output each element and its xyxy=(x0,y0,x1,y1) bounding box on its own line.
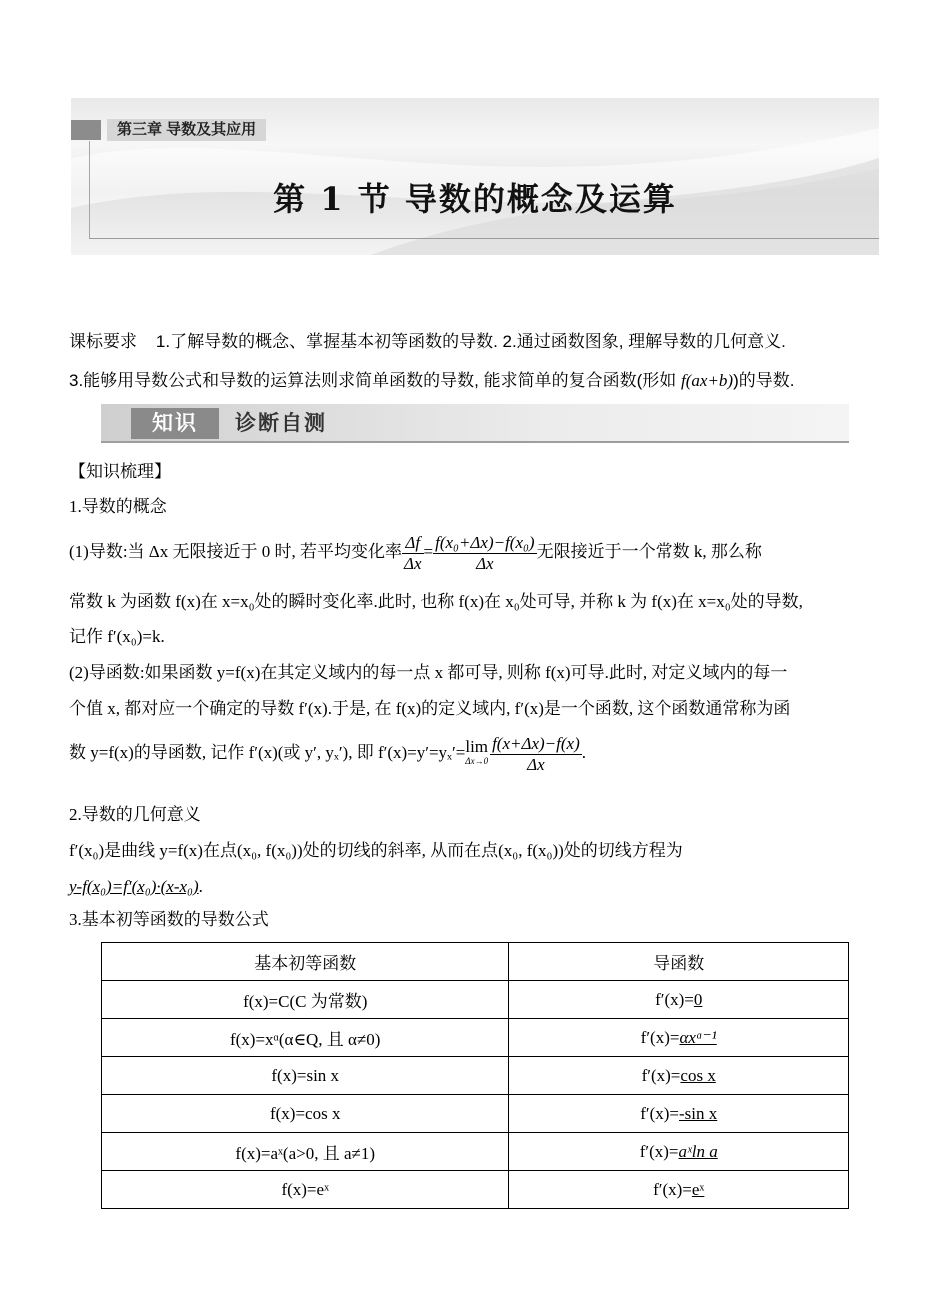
table-cell-derivative xyxy=(509,1133,849,1171)
requirements-line-1 xyxy=(69,330,786,354)
derivative-denominator: Δx xyxy=(490,754,582,775)
limit-subscript: Δx→0 xyxy=(465,756,489,767)
table-cell-function: f(x)=sin x xyxy=(102,1057,509,1095)
derivative-prefix: f′(x)= xyxy=(640,1027,680,1047)
table-header-function: 基本初等函数 xyxy=(102,943,509,981)
limit-label: lim xyxy=(465,737,489,757)
table-row xyxy=(102,1133,849,1171)
concept-heading: 1.导数的概念 xyxy=(69,497,167,516)
difference-quotient-numerator: f(x₀+Δx)−f(x₀) xyxy=(435,532,535,552)
chapter-tab-block xyxy=(71,120,101,140)
table-cell-derivative xyxy=(509,1171,849,1209)
avg-rate-numerator: Δf xyxy=(405,532,421,552)
limit-operator xyxy=(465,737,489,768)
geometry-paragraph-2 xyxy=(69,875,203,899)
derivative-answer: -sin x xyxy=(679,1103,718,1123)
concept-text-1a: (1)导数:当 Δx 无限接近于 0 时, 若平均变化率 xyxy=(69,542,402,561)
concept-paragraph-5: 个值 x, 都对应一个确定的导数 f′(x).于是, 在 f(x)的定义域内, f′(x)是一个函数, 这个函数通常称为函 xyxy=(69,699,791,718)
chapter-label: 第三章 导数及其应用 xyxy=(107,119,266,141)
difference-quotient-fraction xyxy=(433,533,536,574)
table-cell-function: f(x)=xᵅ(α∈Q, 且 α≠0) xyxy=(102,1019,509,1057)
geometry-paragraph-1: f′(x₀)是曲线 y=f(x)在点(x₀, f(x₀))处的切线的斜率, 从而在点(x₀, f(x₀))处的切线方程为 xyxy=(69,841,683,860)
concept-paragraph-6 xyxy=(69,733,586,775)
derivative-prefix: f′(x)= xyxy=(639,1141,679,1161)
derivative-prefix: f′(x)= xyxy=(655,989,694,1009)
derivative-answer: 0 xyxy=(693,989,703,1009)
table-cell-derivative xyxy=(509,1095,849,1133)
table-cell-function: f(x)=C(C 为常数) xyxy=(102,981,509,1019)
knowledge-heading: 【知识梳理】 xyxy=(69,462,171,481)
table-cell-derivative xyxy=(509,1057,849,1095)
chapter-banner xyxy=(71,98,879,255)
section-bar xyxy=(101,404,849,443)
requirements-text-1: 1.了解导数的概念、掌握基本初等函数的导数. 2.通过函数图象, 理解导数的几何意义. xyxy=(155,332,786,351)
banner-baseline xyxy=(89,238,879,239)
table-header-row xyxy=(102,943,849,981)
table-row xyxy=(102,1171,849,1209)
table-row xyxy=(102,1095,849,1133)
concept-paragraph-3: 记作 f′(x₀)=k. xyxy=(69,627,165,646)
derivative-answer: eˣ xyxy=(691,1179,705,1199)
section-bar-label: 诊断自测 xyxy=(235,412,327,435)
concept-paragraph-1 xyxy=(69,532,762,574)
derivative-numerator: f(x+Δx)−f(x) xyxy=(492,733,580,753)
tangent-line-equation: y-f(x₀)=f′(x₀)·(x-x₀) xyxy=(69,877,199,896)
derivative-prefix: f′(x)= xyxy=(653,1179,692,1199)
table-cell-function: f(x)=eˣ xyxy=(102,1171,509,1209)
avg-rate-denominator: Δx xyxy=(403,553,422,573)
equals-sign: = xyxy=(423,542,434,561)
derivative-prefix: f′(x)= xyxy=(641,1065,681,1085)
tangent-line-end: . xyxy=(198,877,203,896)
derivative-fraction xyxy=(490,734,582,775)
derivative-formula-table xyxy=(101,942,849,1209)
formulas-heading: 3.基本初等函数的导数公式 xyxy=(69,910,269,929)
section-bar-dark-label: 知识 xyxy=(131,408,219,439)
concept-paragraph-2: 常数 k 为函数 f(x)在 x=x₀处的瞬时变化率.此时, 也称 f(x)在 x₀处可导, 并称 k 为 f(x)在 x=x₀处的导数, xyxy=(69,592,803,611)
requirements-text-2b: f(ax+b) xyxy=(681,371,734,390)
table-row xyxy=(102,981,849,1019)
concept-text-1b: 无限接近于一个常数 k, 那么称 xyxy=(536,542,762,561)
geometry-heading: 2.导数的几何意义 xyxy=(69,805,201,824)
table-header-derivative: 导函数 xyxy=(509,943,849,981)
table-cell-function: f(x)=aˣ(a>0, 且 a≠1) xyxy=(102,1133,509,1171)
derivative-answer: cos x xyxy=(680,1065,716,1085)
derivative-answer: αxᵅ⁻¹ xyxy=(679,1027,717,1047)
table-row xyxy=(102,1057,849,1095)
table-cell-derivative xyxy=(509,981,849,1019)
section-bar-underline xyxy=(101,441,849,443)
concept-text-6a: 数 y=f(x)的导函数, 记作 f′(x)(或 y′, yₓ′), 即 f′(x)=y′=yₓ′= xyxy=(69,743,466,762)
table-cell-function: f(x)=cos x xyxy=(102,1095,509,1133)
difference-quotient-denominator: Δx xyxy=(433,553,536,574)
requirements-label: 课标要求 xyxy=(69,332,137,351)
requirements-text-2c: )的导数. xyxy=(733,371,795,390)
requirements-text-2a: 3.能够用导数公式和导数的运算法则求简单函数的导数, 能求简单的复合函数(形如 xyxy=(69,371,682,390)
concept-text-6-end: . xyxy=(581,743,586,762)
concept-paragraph-4: (2)导函数:如果函数 y=f(x)在其定义域内的每一点 x 都可导, 则称 f(x)可导.此时, 对定义域内的每一 xyxy=(69,663,788,682)
section-title: 第 1 节 导数的概念及运算 xyxy=(273,180,677,218)
derivative-answer: aˣln a xyxy=(678,1141,718,1161)
table-row xyxy=(102,1019,849,1057)
table-cell-derivative xyxy=(509,1019,849,1057)
requirements-line-2 xyxy=(69,369,794,393)
avg-rate-fraction xyxy=(402,533,424,574)
derivative-prefix: f′(x)= xyxy=(640,1103,679,1123)
